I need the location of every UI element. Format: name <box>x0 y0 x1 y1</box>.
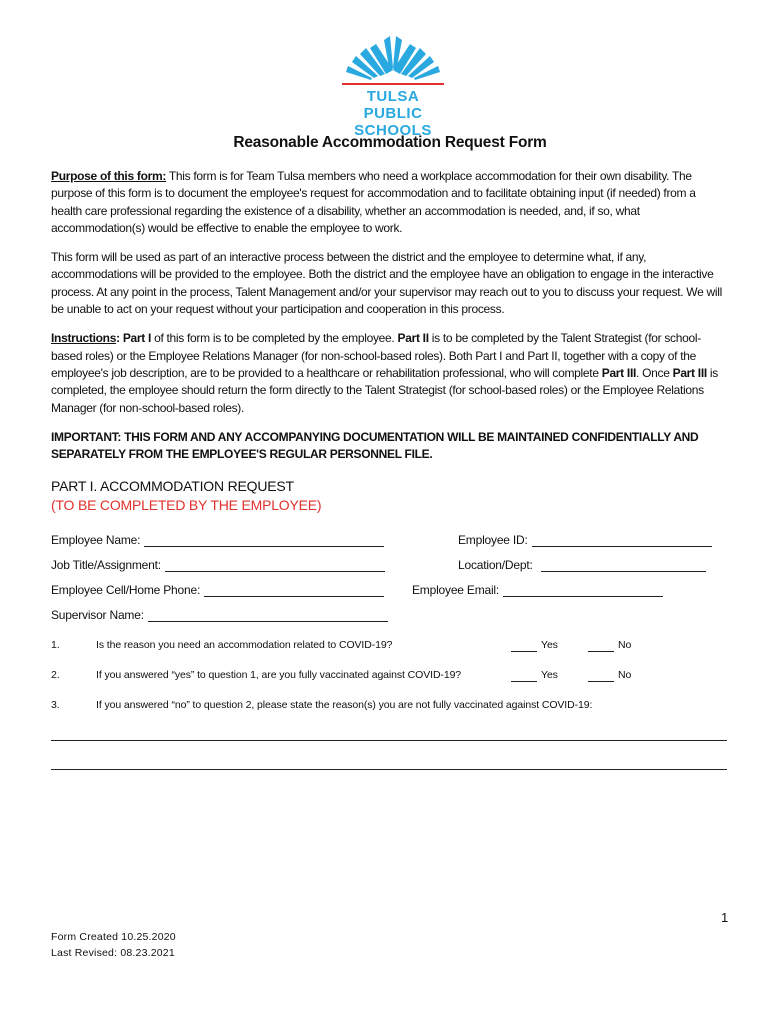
question-2-no-input[interactable] <box>588 670 614 682</box>
field-row <box>51 606 729 622</box>
part-ref: Part I <box>122 331 152 346</box>
question-2 <box>51 668 729 682</box>
field-row <box>51 531 729 547</box>
question-1-number: 1. <box>51 639 60 652</box>
email-label: Employee Email: <box>412 583 500 598</box>
question-3-text: If you answered “no” to question 2, please state the reason(s) you are not fully vaccinated against COVID-19: <box>96 699 593 712</box>
employee-id-input[interactable] <box>532 533 712 547</box>
employee-name-input[interactable] <box>144 533 384 547</box>
no-label: No <box>618 669 632 682</box>
location-input[interactable] <box>541 558 706 572</box>
question-2-yes-input[interactable] <box>511 670 537 682</box>
purpose-label: Purpose of this form: <box>51 169 167 183</box>
form-body <box>51 134 729 770</box>
question-2-number: 2. <box>51 669 60 682</box>
field-row <box>51 581 729 597</box>
part-ref: Part III <box>601 365 637 380</box>
employee-id-field <box>458 533 712 547</box>
employee-name-field <box>51 533 458 547</box>
question-2-yes <box>511 668 588 682</box>
question-3-answer-line-2[interactable] <box>51 755 727 770</box>
no-label: No <box>618 639 632 652</box>
job-title-field <box>51 558 458 572</box>
email-field <box>412 583 663 597</box>
question-1-no <box>588 638 648 652</box>
employee-name-label: Employee Name: <box>51 533 141 548</box>
yes-label: Yes <box>541 639 558 652</box>
part1-heading: PART I. ACCOMMODATION REQUEST <box>51 478 294 495</box>
instructions-colon: : <box>116 331 123 346</box>
instructions-text: of this form is to be completed by the employee. <box>151 331 398 346</box>
page-number: 1 <box>721 910 729 925</box>
part1-header <box>51 477 729 515</box>
book-logo-icon <box>338 30 448 88</box>
instructions-text: is to be completed by the Talent Strategist (for school-based roles) or the Employee Relations Manager (for non-school-based roles). Both Part I and Part II, together with a copy of the employee's job description, are to be provided to a healthcare or rehabilitation professional, who will complete <box>51 331 701 380</box>
supervisor-label: Supervisor Name: <box>51 608 144 623</box>
supervisor-field <box>51 608 388 622</box>
phone-input[interactable] <box>204 583 384 597</box>
instructions-text: is completed, the employee should return the form directly to the Talent Strategist (for school-based roles) or the Employee Relations Manager (for non-school-based roles). <box>51 365 718 415</box>
purpose-paragraph <box>51 168 729 237</box>
instructions-label: Instructions <box>51 331 117 346</box>
job-title-label: Job Title/Assignment: <box>51 558 161 573</box>
question-2-no <box>588 668 648 682</box>
employee-id-label: Employee ID: <box>458 533 528 548</box>
field-row <box>51 556 729 572</box>
location-label: Location/Dept: <box>458 558 533 573</box>
part1-subheading: (TO BE COMPLETED BY THE EMPLOYEE) <box>51 497 322 514</box>
question-3 <box>51 698 729 712</box>
confidentiality-notice: IMPORTANT: THIS FORM AND ANY ACCOMPANYING DOCUMENTATION WILL BE MAINTAINED CONFIDENTIALLY AND SEPARATELY FROM THE EMPLOYEE'S REGULAR PERSONNEL FILE. <box>51 429 699 462</box>
question-1-no-input[interactable] <box>588 640 614 652</box>
question-1-yes <box>511 638 588 652</box>
purpose-text: This form is for Team Tulsa members who need a workplace accommodation for their own disability. The purpose of this form is to document the employee's request for accommodation and to facilitate obtaining input (if needed) from a health care professional regarding the existence of a disability, whether an accommodation is needed, and, if so, what accommodation(s) would be effective to enable the employee to work. <box>51 169 696 235</box>
phone-field <box>51 583 412 597</box>
location-field <box>458 558 706 572</box>
question-2-text: If you answered “yes” to question 1, are you fully vaccinated against COVID-19? <box>96 669 462 682</box>
question-1-text: Is the reason you need an accommodation related to COVID-19? <box>96 639 393 652</box>
phone-label: Employee Cell/Home Phone: <box>51 583 201 598</box>
question-1 <box>51 638 729 652</box>
tulsa-public-schools-logo <box>338 30 448 139</box>
interactive-process-paragraph: This form will be used as part of an interactive process between the district and the employee to determine what, if any, accommodations will be provided to the employee. Both the district and the employee have an obligation to engage in the interactive process. At any point in the process, Talent Management and/or your supervisor may reach out to you to discuss your request. We will be unable to act on your request without your participation and cooperation in this process. <box>51 250 722 317</box>
instructions-paragraph <box>51 330 729 416</box>
form-created-date: Form Created 10.25.2020 <box>51 931 176 943</box>
part-ref: Part III <box>672 365 707 380</box>
supervisor-input[interactable] <box>148 608 388 622</box>
question-3-number: 3. <box>51 699 60 712</box>
logo-text-line1: TULSA PUBLIC <box>363 88 423 122</box>
email-input[interactable] <box>503 583 663 597</box>
part-ref: Part II <box>397 331 429 346</box>
job-title-input[interactable] <box>165 558 385 572</box>
logo-text-line2: SCHOOLS <box>354 122 432 139</box>
footer <box>51 929 176 961</box>
page-title: Reasonable Accommodation Request Form <box>233 134 547 151</box>
question-1-yes-input[interactable] <box>511 640 537 652</box>
instructions-text: . Once <box>636 365 673 380</box>
last-revised-date: Last Revised: 08.23.2021 <box>51 947 175 959</box>
yes-label: Yes <box>541 669 558 682</box>
question-3-answer-line-1[interactable] <box>51 726 727 741</box>
